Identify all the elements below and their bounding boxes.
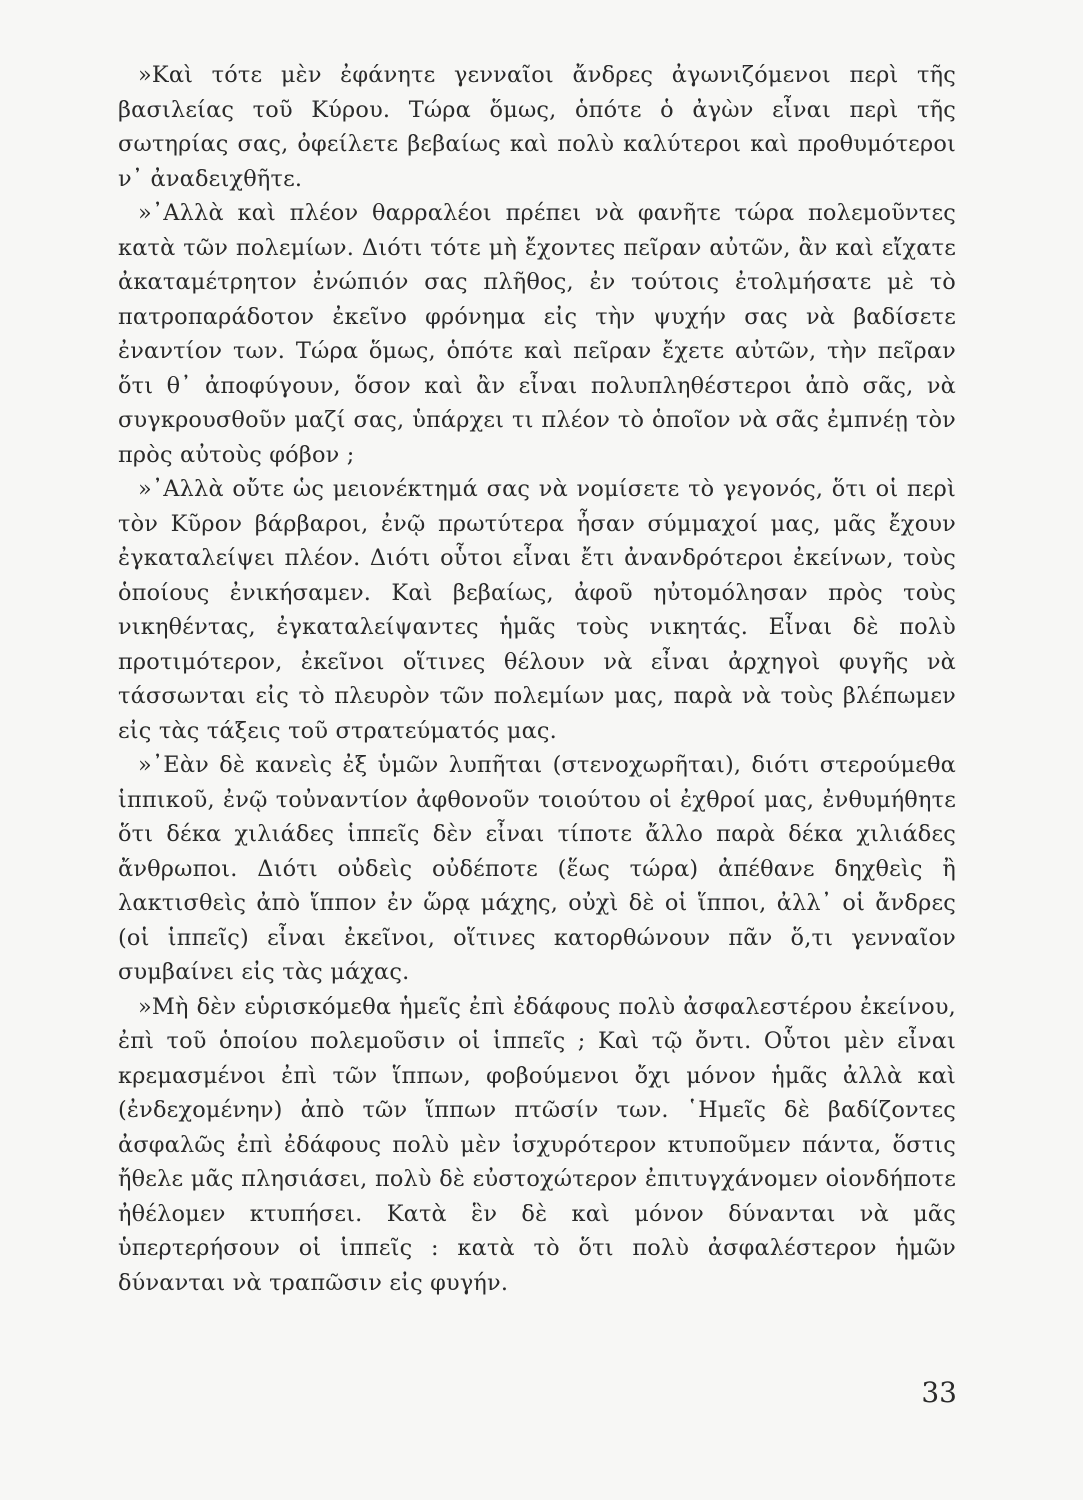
- paragraph-3: »᾽Αλλὰ οὔτε ὡς μειονέκτημά σας νὰ νομίσετε τὸ γεγονός, ὅτι οἱ περὶ τὸν Κῦρον βάρβαροι, ἐνῷ πρωτύτερα ἦσαν σύμμαχοί μας, μᾶς ἔχουν ἐγκαταλείψει πλέον. Διότι οὗτοι εἶναι ἔτι ἀνανδρότεροι ἐκείνων, τοὺς ὁποίους ἐνικήσαμεν. Καὶ βεβαίως, ἀφοῦ ηὐτομόλησαν πρὸς τοὺς νικηθέντας, ἐγκαταλείψαντες ἡμᾶς τοὺς νικητάς. Εἶναι δὲ πολὺ προτιμότερον, ἐκεῖνοι οἵτινες θέλουν νὰ εἶναι ἀρχηγοὶ φυγῆς νὰ τάσσωνται εἰς τὸ πλευρὸν τῶν πολεμίων μας, παρὰ νὰ τοὺς βλέπωμεν εἰς τὰς τάξεις τοῦ στρατεύματός μας.: [118, 476, 956, 744]
- paragraph-2: »᾽Αλλὰ καὶ πλέον θαρραλέοι πρέπει νὰ φανῆτε τώρα πολεμοῦντες κατὰ τῶν πολεμίων. Διότι τότε μὴ ἔχοντες πεῖραν αὐτῶν, ἂν καὶ εἴχατε ἀκαταμέτρητον ἐνώπιόν σας πλῆθος, ἐν τούτοις ἐτολμήσατε μὲ τὸ πατροπαράδοτον ἐκεῖνο φρόνημα εἰς τὴν ψυχήν σας νὰ βαδίσετε ἐναντίον των. Τώρα ὅμως, ὁπότε καὶ πεῖραν ἔχετε αὐτῶν, τὴν πεῖραν ὅτι θ᾽ ἀποφύγουν, ὅσον καὶ ἂν εἶναι πολυπληθέστεροι ἀπὸ σᾶς, νὰ συγκρουσθοῦν μαζί σας, ὑπάρχει τι πλέον τὸ ὁποῖον νὰ σᾶς ἐμπνέῃ τὸν πρὸς αὐτοὺς φόβον ;: [118, 200, 956, 468]
- paragraph-4: »᾽Εὰν δὲ κανεὶς ἐξ ὑμῶν λυπῆται (στενοχωρῆται), διότι στερούμεθα ἱππικοῦ, ἐνῷ τοὐναντίον ἀφθονοῦν τοιούτου οἱ ἐχθροί μας, ἐνθυμήθητε ὅτι δέκα χιλιάδες ἱππεῖς δὲν εἶναι τίποτε ἄλλο παρὰ δέκα χιλιάδες ἄνθρωποι. Διότι οὐδεὶς οὐδέποτε (ἕως τώρα) ἀπέθανε δηχθεὶς ἢ λακτισθεὶς ἀπὸ ἵππον ἐν ὥρᾳ μάχης, οὐχὶ δὲ οἱ ἵπποι, ἀλλ᾽ οἱ ἄνδρες (οἱ ἱππεῖς) εἶναι ἐκεῖνοι, οἵτινες κατορθώνουν πᾶν ὅ,τι γενναῖον συμβαίνει εἰς τὰς μάχας.: [118, 752, 956, 985]
- page-text-block: [118, 58, 956, 1300]
- page-number: 33: [921, 1376, 957, 1409]
- paragraph-5: »Μὴ δὲν εὑρισκόμεθα ἡμεῖς ἐπὶ ἐδάφους πολὺ ἀσφαλεστέρου ἐκείνου, ἐπὶ τοῦ ὁποίου πολεμοῦσιν οἱ ἱππεῖς ; Καὶ τῷ ὄντι. Οὗτοι μὲν εἶναι κρεμασμένοι ἐπὶ τῶν ἵππων, φοβούμενοι ὄχι μόνον ἡμᾶς ἀλλὰ καὶ (ἐνδεχομένην) ἀπὸ τῶν ἵππων πτῶσίν των. ῾Ημεῖς δὲ βαδίζοντες ἀσφαλῶς ἐπὶ ἐδάφους πολὺ μὲν ἰσχυρότερον κτυποῦμεν πάντα, ὅστις ἤθελε μᾶς πλησιάσει, πολὺ δὲ εὐστοχώτερον ἐπιτυγχάνομεν οἱονδήποτε ἠθέλομεν κτυπήσει. Κατὰ ἓν δὲ καὶ μόνον δύνανται νὰ μᾶς ὑπερτερήσουν οἱ ἱππεῖς : κατὰ τὸ ὅτι πολὺ ἀσφαλέστερον ἡμῶν δύνανται νὰ τραπῶσιν εἰς φυγήν.: [118, 993, 956, 1296]
- paragraph-1: »Καὶ τότε μὲν ἐφάνητε γενναῖοι ἄνδρες ἀγωνιζόμενοι περὶ τῆς βασιλείας τοῦ Κύρου. Τώρα ὅμως, ὁπότε ὁ ἀγὼν εἶναι περὶ τῆς σωτηρίας σας, ὀφείλετε βεβαίως καὶ πολὺ καλύτεροι καὶ προθυμότεροι ν᾽ ἀναδειχθῆτε.: [118, 62, 956, 192]
